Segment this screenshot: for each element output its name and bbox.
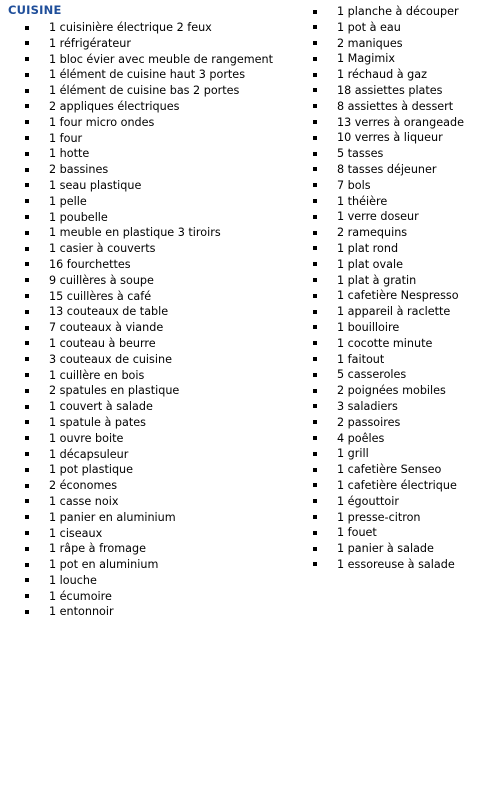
list-item-text: 1 couteau à beurre [49, 336, 156, 350]
list-item [313, 225, 491, 241]
list-item-text: 1 décapsuleur [49, 447, 129, 461]
list-item-text: 5 tasses [337, 147, 384, 161]
square-bullet-icon [313, 167, 317, 171]
list-item [25, 52, 275, 68]
list-item [313, 462, 491, 478]
list-item [25, 336, 275, 352]
list-item [313, 67, 491, 83]
square-bullet-icon [313, 404, 317, 408]
square-bullet-icon [313, 452, 317, 456]
list-item [313, 557, 491, 573]
list-item-text: 9 cuillères à soupe [49, 273, 154, 287]
list-item-text: 1 plat à gratin [337, 273, 417, 287]
list-item [313, 320, 491, 336]
square-bullet-icon [313, 199, 317, 203]
list-item-text: 2 spatules en plastique [49, 384, 180, 398]
list-item [25, 273, 275, 289]
list-item [313, 352, 491, 368]
list-item [25, 115, 275, 131]
list-item [313, 367, 491, 383]
list-item [25, 83, 275, 99]
square-bullet-icon [25, 499, 29, 503]
list-item-text: 1 casse noix [49, 494, 119, 508]
list-item [313, 415, 491, 431]
list-item [313, 478, 491, 494]
list-item-text: 1 meuble en plastique 3 tiroirs [49, 226, 221, 240]
square-bullet-icon [25, 594, 29, 598]
square-bullet-icon [313, 515, 317, 519]
list-item [313, 241, 491, 257]
square-bullet-icon [25, 389, 29, 393]
square-bullet-icon [313, 104, 317, 108]
square-bullet-icon [313, 57, 317, 61]
list-item-text: 1 fouet [337, 526, 377, 540]
list-item-text: 1 appareil à raclette [337, 305, 451, 319]
list-item [313, 525, 491, 541]
square-bullet-icon [25, 89, 29, 93]
list-item [25, 162, 275, 178]
square-bullet-icon [313, 73, 317, 77]
list-item-text: 1 râpe à fromage [49, 542, 146, 556]
list-item-text: 1 grill [337, 447, 369, 461]
square-bullet-icon [313, 152, 317, 156]
square-bullet-icon [313, 436, 317, 440]
list-item [25, 99, 275, 115]
list-item [25, 462, 275, 478]
list-item [25, 20, 275, 36]
square-bullet-icon [25, 247, 29, 251]
square-bullet-icon [313, 120, 317, 124]
square-bullet-icon [25, 104, 29, 108]
square-bullet-icon [25, 436, 29, 440]
square-bullet-icon [25, 168, 29, 172]
list-item-text: 1 essoreuse à salade [337, 557, 455, 571]
list-item-text: 1 cuillère en bois [49, 368, 145, 382]
square-bullet-icon [25, 57, 29, 61]
list-item-text: 1 cuisinière électrique 2 feux [49, 21, 212, 34]
square-bullet-icon [25, 199, 29, 203]
square-bullet-icon [25, 41, 29, 45]
square-bullet-icon [313, 136, 317, 140]
list-item-text: 1 élément de cuisine bas 2 portes [49, 84, 240, 98]
list-item-text: 2 économes [49, 479, 118, 493]
square-bullet-icon [25, 136, 29, 140]
list-item-text: 1 casier à couverts [49, 242, 156, 256]
list-item-text: 8 assiettes à dessert [337, 99, 454, 113]
list-item [313, 257, 491, 273]
list-item-text: 5 casseroles [337, 368, 407, 382]
list-item [313, 36, 491, 52]
list-item-text: 1 couvert à salade [49, 400, 153, 414]
square-bullet-icon [313, 373, 317, 377]
list-item-text: 3 couteaux de cuisine [49, 352, 172, 366]
list-item-text: 7 couteaux à viande [49, 321, 164, 335]
list-item [313, 431, 491, 447]
square-bullet-icon [313, 531, 317, 535]
list-item-text: 2 poignées mobiles [337, 384, 446, 398]
list-item-text: 2 appliques électriques [49, 99, 180, 113]
list-item [25, 194, 275, 210]
list-item [25, 146, 275, 162]
list-item-text: 1 plat rond [337, 241, 399, 255]
right-item-list [313, 4, 491, 573]
square-bullet-icon [25, 610, 29, 614]
list-item [313, 209, 491, 225]
list-item [313, 304, 491, 320]
list-item [313, 446, 491, 462]
list-item [313, 162, 491, 178]
list-item-text: 1 verre doseur [337, 210, 419, 224]
list-item [25, 178, 275, 194]
list-item [25, 304, 275, 320]
list-item-text: 2 ramequins [337, 226, 408, 240]
list-item-text: 1 cafetière électrique [337, 478, 457, 492]
square-bullet-icon [25, 531, 29, 535]
list-item-text: 1 pot à eau [337, 20, 401, 34]
list-item [25, 447, 275, 463]
square-bullet-icon [25, 515, 29, 519]
list-item-text: 1 spatule à pates [49, 415, 146, 429]
list-item [25, 225, 275, 241]
square-bullet-icon [25, 26, 29, 30]
list-item-text: 1 théière [337, 194, 388, 208]
list-item [25, 241, 275, 257]
list-item-text: 1 bloc évier avec meuble de rangement [49, 52, 274, 66]
list-item [313, 288, 491, 304]
list-item [313, 336, 491, 352]
square-bullet-icon [313, 25, 317, 29]
list-item [25, 526, 275, 542]
square-bullet-icon [313, 310, 317, 314]
list-item [313, 115, 491, 131]
list-item-text: 1 cafetière Nespresso [337, 289, 459, 303]
list-item [25, 210, 275, 226]
list-item [313, 130, 491, 146]
list-item-text: 3 saladiers [337, 399, 398, 413]
list-item-text: 18 assiettes plates [337, 83, 443, 97]
list-item-text: 1 cafetière Senseo [337, 463, 442, 477]
list-item [313, 4, 491, 20]
list-item-text: 1 poubelle [49, 210, 108, 224]
list-item-text: 1 bouilloire [337, 320, 400, 334]
square-bullet-icon [313, 10, 317, 14]
list-item [25, 131, 275, 147]
list-item-text: 1 four micro ondes [49, 115, 155, 129]
square-bullet-icon [313, 468, 317, 472]
square-bullet-icon [313, 325, 317, 329]
list-item-text: 13 verres à orangeade [337, 115, 464, 129]
list-item [25, 510, 275, 526]
list-item-text: 1 pot plastique [49, 463, 134, 477]
square-bullet-icon [25, 578, 29, 582]
list-item-text: 1 égouttoir [337, 494, 399, 508]
square-bullet-icon [313, 231, 317, 235]
list-item [313, 83, 491, 99]
square-bullet-icon [25, 73, 29, 77]
list-item-text: 16 fourchettes [49, 257, 131, 271]
list-item-text: 1 panier à salade [337, 542, 434, 556]
list-item [25, 368, 275, 384]
list-item [25, 541, 275, 557]
list-item [25, 604, 275, 620]
list-item [25, 289, 275, 305]
list-item [313, 51, 491, 67]
list-item [25, 573, 275, 589]
square-bullet-icon [25, 183, 29, 187]
square-bullet-icon [313, 499, 317, 503]
list-item [313, 383, 491, 399]
square-bullet-icon [313, 420, 317, 424]
list-item-text: 1 plat ovale [337, 257, 403, 271]
list-item-text: 1 four [49, 131, 83, 145]
list-item-text: 1 seau plastique [49, 178, 142, 192]
list-item-text: 8 tasses déjeuner [337, 162, 437, 176]
list-item [313, 99, 491, 115]
list-item-text: 13 couteaux de table [49, 305, 169, 319]
list-item-text: 1 louche [49, 573, 97, 587]
list-item [25, 257, 275, 273]
list-item [25, 320, 275, 336]
square-bullet-icon [313, 547, 317, 551]
square-bullet-icon [313, 389, 317, 393]
square-bullet-icon [25, 120, 29, 124]
list-item [313, 273, 491, 289]
square-bullet-icon [313, 294, 317, 298]
square-bullet-icon [25, 484, 29, 488]
list-item-text: 1 réfrigérateur [49, 36, 131, 50]
list-item-text: 4 poêles [337, 431, 385, 445]
list-item-text: 1 ouvre boite [49, 431, 124, 445]
square-bullet-icon [25, 357, 29, 361]
list-item-text: 1 hotte [49, 147, 90, 161]
list-item [25, 36, 275, 52]
square-bullet-icon [25, 294, 29, 298]
list-item [25, 494, 275, 510]
list-item [25, 415, 275, 431]
list-item [25, 478, 275, 494]
list-item-text: 1 Magimix [337, 52, 396, 66]
list-item-text: 2 maniques [337, 36, 403, 50]
square-bullet-icon [313, 41, 317, 45]
list-item-text: 1 écumoire [49, 589, 112, 603]
square-bullet-icon [313, 341, 317, 345]
list-item [313, 178, 491, 194]
square-bullet-icon [313, 215, 317, 219]
list-item-text: 1 pelle [49, 194, 87, 208]
list-item [313, 510, 491, 526]
square-bullet-icon [25, 452, 29, 456]
list-item-text: 1 planche à découper [337, 5, 459, 18]
list-item-text: 1 faitout [337, 352, 385, 366]
list-item [313, 541, 491, 557]
list-item [313, 20, 491, 36]
list-item [313, 194, 491, 210]
list-item [313, 494, 491, 510]
left-item-list [25, 20, 275, 620]
list-item [25, 67, 275, 83]
list-item [25, 352, 275, 368]
list-item-text: 1 réchaud à gaz [337, 68, 427, 82]
square-bullet-icon [25, 405, 29, 409]
list-item-text: 1 cocotte minute [337, 336, 433, 350]
list-item-text: 10 verres à liqueur [337, 131, 443, 145]
list-item-text: 1 ciseaux [49, 526, 103, 540]
list-item-text: 15 cuillères à café [49, 289, 152, 303]
list-item-text: 1 panier en aluminium [49, 510, 176, 524]
square-bullet-icon [313, 562, 317, 566]
list-item-text: 1 pot en aluminium [49, 558, 159, 572]
list-item-text: 2 bassines [49, 163, 109, 177]
square-bullet-icon [25, 468, 29, 472]
list-item-text: 1 élément de cuisine haut 3 portes [49, 68, 246, 82]
square-bullet-icon [313, 183, 317, 187]
list-item [25, 431, 275, 447]
list-item-text: 2 passoires [337, 415, 401, 429]
list-item [25, 589, 275, 605]
square-bullet-icon [25, 215, 29, 219]
list-item [25, 399, 275, 415]
list-item-text: 1 entonnoir [49, 605, 114, 619]
list-item-text: 1 presse-citron [337, 510, 421, 524]
square-bullet-icon [25, 262, 29, 266]
square-bullet-icon [25, 420, 29, 424]
list-item [313, 146, 491, 162]
list-item [313, 399, 491, 415]
list-item-text: 7 bols [337, 178, 371, 192]
square-bullet-icon [313, 483, 317, 487]
square-bullet-icon [25, 547, 29, 551]
square-bullet-icon [25, 326, 29, 330]
square-bullet-icon [25, 278, 29, 282]
section-title: CUISINE [8, 3, 62, 17]
square-bullet-icon [25, 341, 29, 345]
square-bullet-icon [313, 262, 317, 266]
square-bullet-icon [313, 246, 317, 250]
square-bullet-icon [25, 310, 29, 314]
square-bullet-icon [313, 357, 317, 361]
list-item [25, 383, 275, 399]
square-bullet-icon [25, 373, 29, 377]
square-bullet-icon [25, 152, 29, 156]
square-bullet-icon [313, 88, 317, 92]
list-item [25, 557, 275, 573]
square-bullet-icon [313, 278, 317, 282]
square-bullet-icon [25, 563, 29, 567]
square-bullet-icon [25, 231, 29, 235]
